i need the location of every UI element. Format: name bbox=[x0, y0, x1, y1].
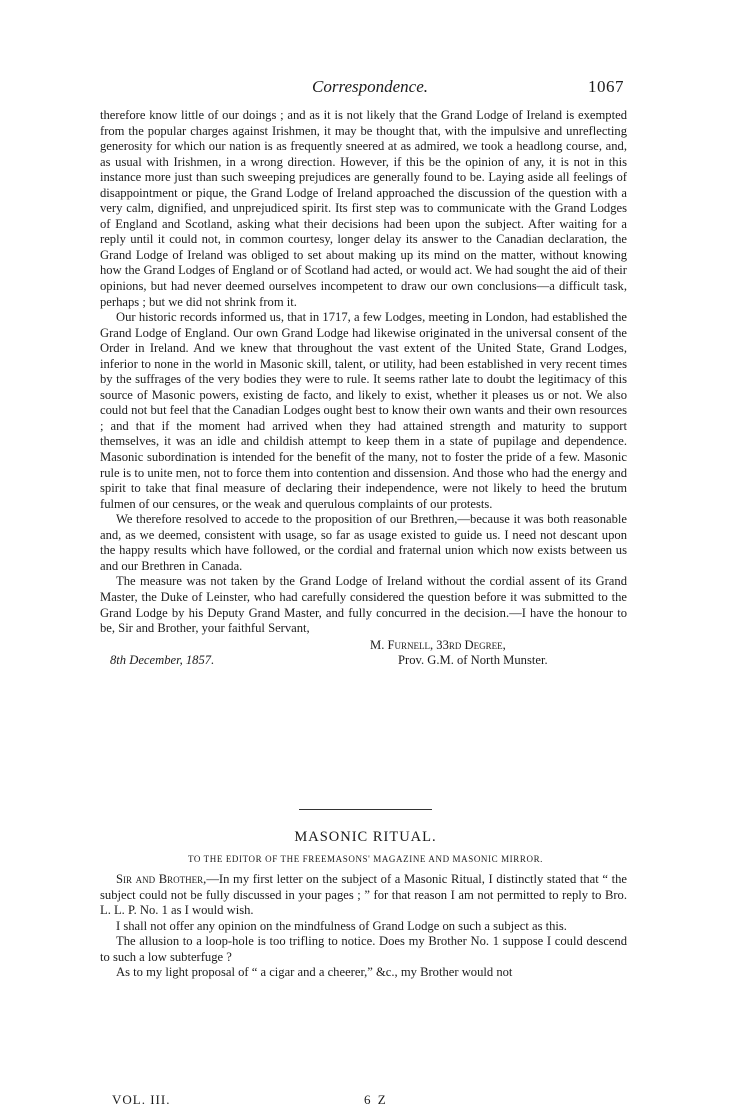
salutation: Sir and Brother, bbox=[116, 872, 207, 886]
letter-paragraph: We therefore resolved to accede to the proposition of our Brethren,—because it was both reasonable and, as we deemed, consistent with usage, so far as usage existed to guide us. I need not descant upon the happy results which have followed, or the cordial and fraternal union which now exists between us and our Brethren in Canada. bbox=[100, 512, 627, 573]
page-number: 1067 bbox=[588, 77, 624, 96]
volume-label: VOL. III. bbox=[112, 1092, 171, 1107]
article-addressee: TO THE EDITOR OF THE FREEMASONS' MAGAZINE AND MASONIC MIRROR. bbox=[187, 854, 544, 864]
article-paragraph bbox=[100, 872, 627, 919]
page-footer bbox=[100, 1092, 627, 1108]
signature-name: M. Furnell, 33rd Degree, bbox=[370, 637, 506, 652]
letter-paragraph: therefore know little of our doings ; and as it is not likely that the Grand Lodge of Ireland is exempted from the popular charges against Irishmen, it may be thought that, with the impulsive and unreflecting generosity for which our nation is as frequently sneered at as admired, we took a headlong course, and, as usual with Irishmen, in a wrong direction. However, if this be the opinion of any, it is not in this instance more just than such sweeping prejudices are generally found to be. Laying aside all feelings of disappointment or pique, the Grand Lodge of Ireland approached the discussion of the question with a very calm, dignified, and unprejudiced spirit. Its first step was to communicate with the Grand Lodges of England and Scotland, asking what their decisions had been upon the subject. After waiting for a reply until it could not, in common courtesy, longer delay its answer to the Canadian declaration, the Grand Lodge of Ireland was obliged to set about making up its mind on the matter, without knowing how the Grand Lodges of England or of Scotland had acted, or would act. We had sought the aid of their opinions, but had never deemed ourselves incompetent to draw our own conclusions—a difficult task, perhaps ; but we did not shrink from it. bbox=[100, 108, 627, 309]
running-title: Correspondence. bbox=[312, 77, 428, 96]
section-divider bbox=[299, 809, 432, 810]
article-title: MASONIC RITUAL. bbox=[294, 829, 437, 845]
signature-block bbox=[100, 638, 627, 684]
signature-mark: 6 Z bbox=[364, 1092, 388, 1107]
letter-date: 8th December, 1857. bbox=[110, 652, 215, 667]
article-paragraph: I shall not offer any opinion on the mindfulness of Grand Lodge on such a subject as this. bbox=[116, 918, 567, 933]
letter-paragraph: The measure was not taken by the Grand Lodge of Ireland without the cordial assent of its Grand Master, the Duke of Leinster, who had carefully considered the question before it was submitted to the Grand Lodge by his Deputy Grand Master, and fully concurred in the decision.—I have the honour to be, Sir and Brother, your faithful Servant, bbox=[100, 574, 627, 636]
article-paragraph: The allusion to a loop-hole is too trifling to notice. Does my Brother No. 1 suppose I could descend to such a low subterfuge ? bbox=[100, 934, 627, 964]
letter-body bbox=[100, 108, 627, 684]
running-head bbox=[0, 77, 731, 99]
letter-paragraph: Our historic records informed us, that in 1717, a few Lodges, meeting in London, had established the Grand Lodge of England. Our own Grand Lodge had likewise originated in the universal consent of the Order in Ireland. And we knew that throughout the vast extent of the United State, Grand Lodges, inferior to none in the world in Masonic skill, talent, or utility, had been established in very recent times by the suffrages of the very bodies they were to rule. It seems rather late to doubt the legitimacy of this source of Masonic powers, existing de facto, and likely to exist, whether it pleases us or not. We also could not but feel that the Canadian Lodges ought best to know their own wants and their own resources ; and that if the moment had arrived when they had attained strength and maturity to support themselves, it was an idle and childish attempt to keep them in a state of pupilage and dependence. Masonic subordination is intended for the benefit of the many, not to foster the pride of a few. Masonic rule is to unite men, not to force them into contention and dissension. And those who had the energy and spirit to take that final measure of declaring their independence, were not likely to heed the brutum fulmen of our censures, or the weak and querulous complaints of our protests. bbox=[100, 310, 627, 511]
article-paragraph-text: —In my first letter on the subject of a Masonic Ritual, I distinctly stated that “ the subject could not be fully discussed in your pages ; ” for that reason I am not permitted to reply to Bro. L. L. P. No. 1 as I would wish. bbox=[100, 872, 627, 918]
article-body bbox=[100, 872, 627, 981]
article-paragraph: As to my light proposal of “ a cigar and a cheerer,” &c., my Brother would not bbox=[116, 965, 513, 980]
signature-title: Prov. G.M. of North Munster. bbox=[398, 652, 548, 667]
